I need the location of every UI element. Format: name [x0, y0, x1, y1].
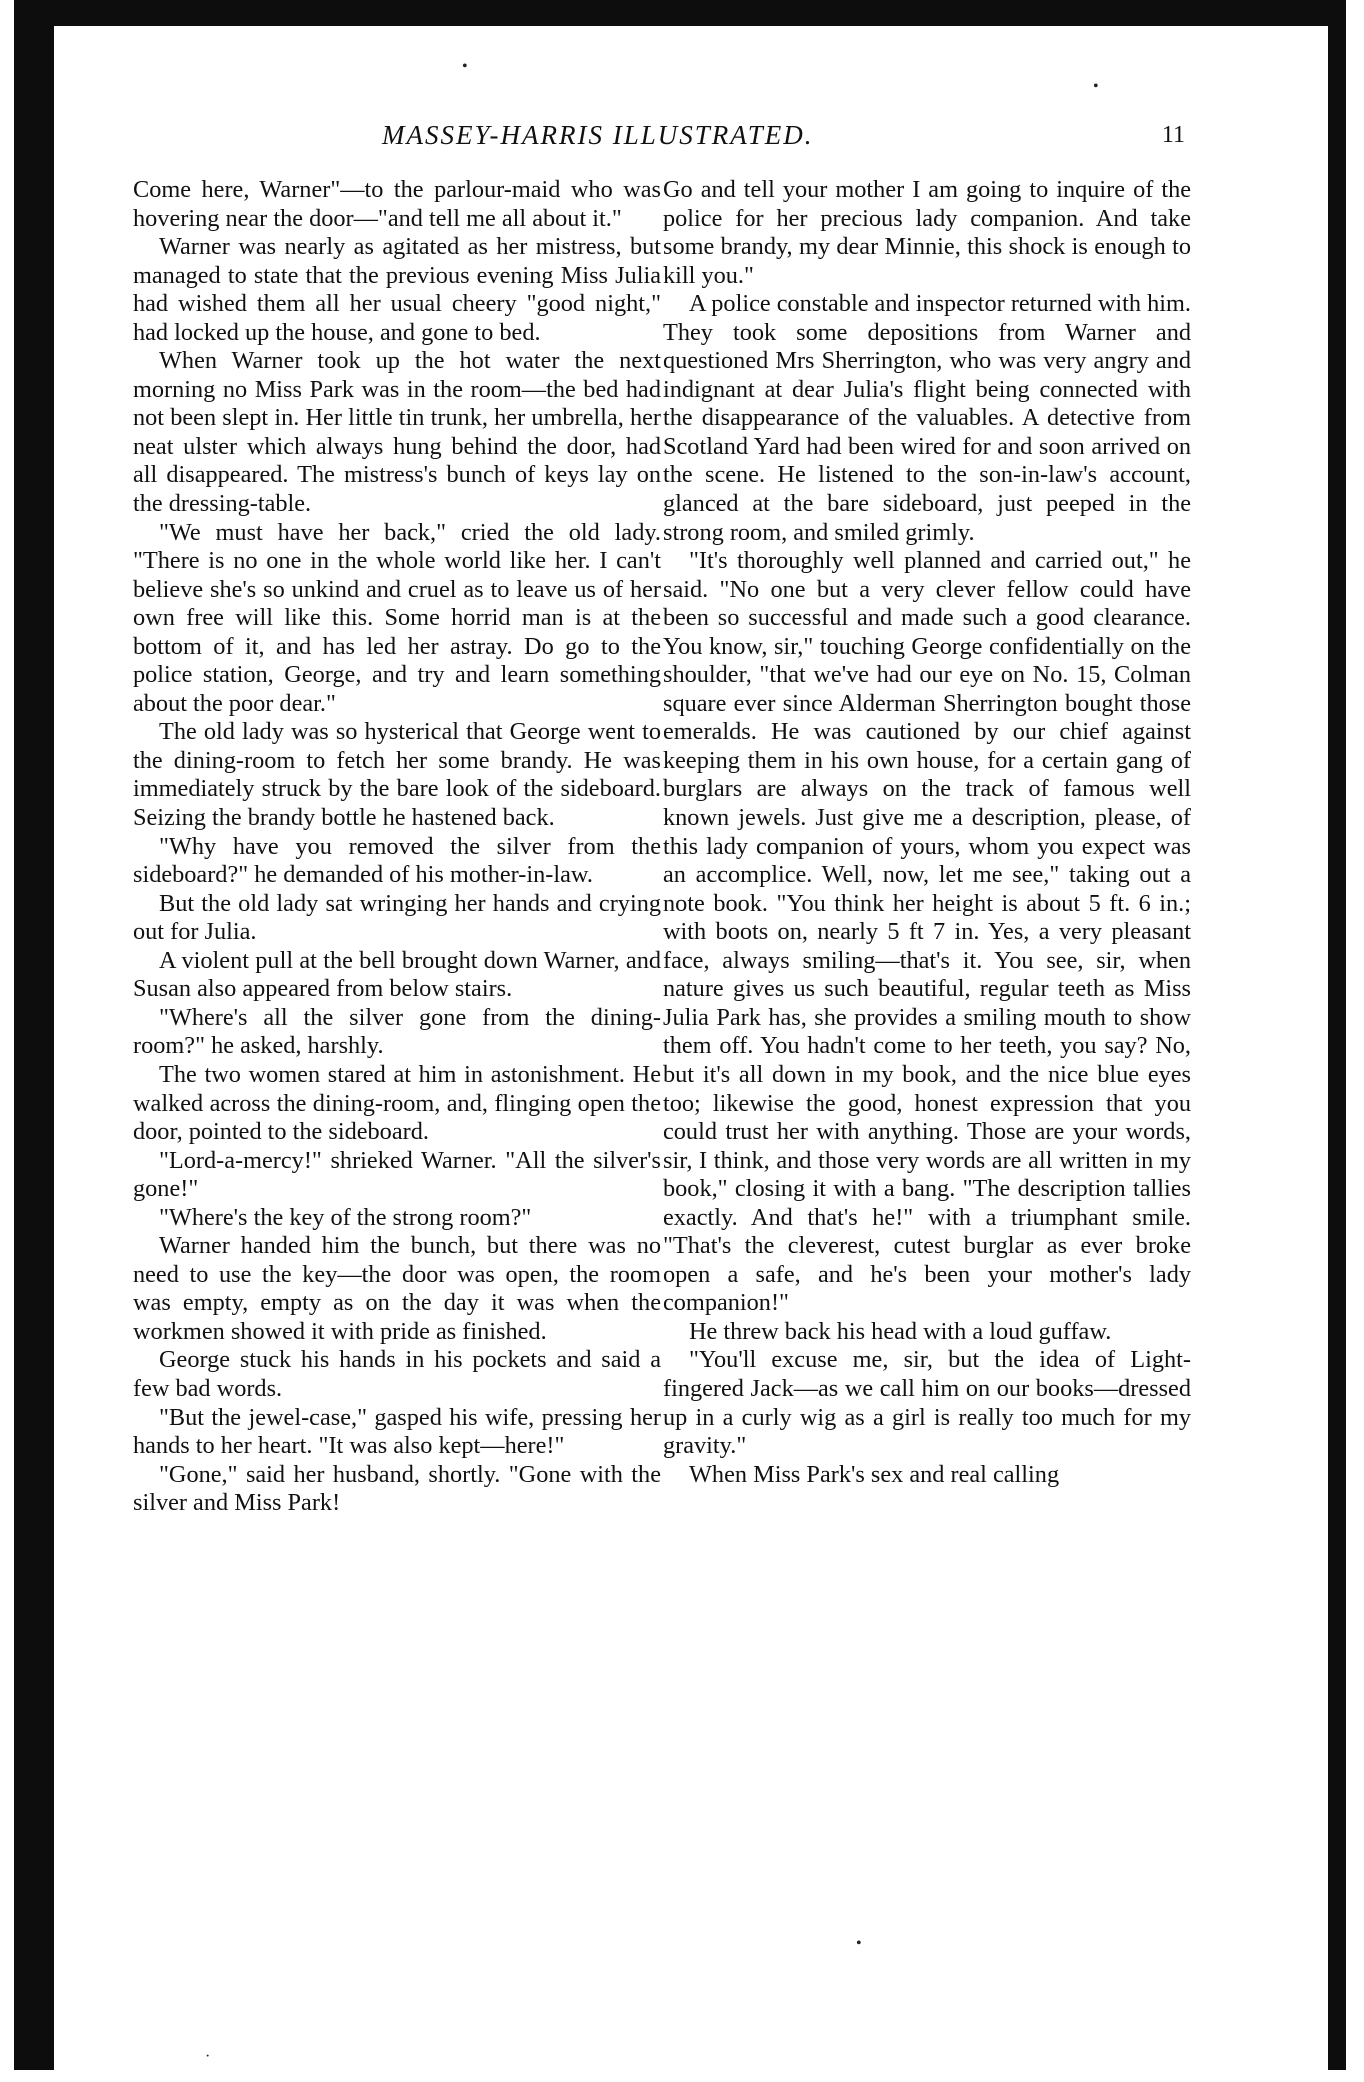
print-speck: · [205, 2048, 211, 2065]
paragraph: "But the jewel-case," gasped his wife, pressing her hands to her heart. "It was also kept—here!" [133, 1403, 661, 1460]
paragraph: But the old lady sat wringing her hands and crying out for Julia. [133, 889, 661, 946]
paragraph: A police constable and inspector returned with him. They took some depositions from Warner and questioned Mrs Sherrington, who was very angry and indignant at dear Julia's flight being connected with the disappearance of the valuables. A detective from Scotland Yard had been wired for and soon arrived on the scene. He listened to the son-in-law's account, glanced at the bare sideboard, just peeped in the strong room, and smiled grimly. [663, 290, 1192, 546]
paragraph: "Gone," said her husband, shortly. "Gone with the silver and Miss Park! [133, 1460, 661, 1517]
paragraph: "You'll excuse me, sir, but the idea of Light-fingered Jack—as we call him on our books—dressed up in a curly wig as a girl is really too much for my gravity." [663, 1346, 1191, 1460]
top-border-rule [14, 0, 1346, 26]
page-number: 11 [1161, 122, 1185, 148]
text-column-right [663, 176, 1191, 1489]
paragraph: Warner was nearly as agitated as her mistress, but managed to state that the previous evening Miss Julia had wished them all her usual cheery "good night," had locked up the house, and gone to bed. [133, 233, 661, 346]
right-border-rule [1328, 0, 1346, 2070]
paragraph: When Miss Park's sex and real calling [689, 1460, 1060, 1488]
text-column-left [133, 176, 661, 1518]
paragraph: A violent pull at the bell brought down Warner, and Susan also appeared from below stairs. [133, 946, 661, 1003]
paragraph: Go and tell your mother I am going to inquire of the police for her precious lady companion. And take some brandy, my dear Minnie, this shock is enough to kill you." [663, 176, 1191, 289]
page-header [100, 120, 1185, 160]
paragraph: Come here, Warner"—to the parlour-maid who was hovering near the door—"and tell me all about it." [133, 176, 661, 232]
print-speck: • [1093, 78, 1099, 95]
paragraph: "Where's all the silver gone from the dining-room?" he asked, harshly. [133, 1003, 661, 1060]
paragraph: George stuck his hands in his pockets and said a few bad words. [133, 1346, 661, 1402]
paragraph: When Warner took up the hot water the next morning no Miss Park was in the room—the bed had not been slept in. Her little tin trunk, her umbrella, her neat ulster which always hung behind the door, had all disappeared. The mistress's bunch of keys lay on the dressing-table. [133, 347, 661, 518]
paragraph: "Why have you removed the silver from the sideboard?" he demanded of his mother-in-law. [133, 832, 661, 889]
paragraph: The two women stared at him in astonishment. He walked across the dining-room, and, flinging open the door, pointed to the sideboard. [133, 1060, 661, 1146]
print-speck: • [856, 1935, 862, 1952]
running-title: MASSEY-HARRIS ILLUSTRATED. [382, 120, 814, 150]
paragraph: The old lady was so hysterical that George went to the dining-room to fetch her some brandy. He was immediately struck by the bare look of the sideboard. Seizing the brandy bottle he hastened back. [133, 718, 661, 832]
paragraph: "We must have her back," cried the old lady. "There is no one in the whole world like her. I can't believe she's so unkind and cruel as to leave us of her own free will like this. Some horrid man is at the bottom of it, and has led her astray. Do go to the police station, George, and try and learn something about the poor dear." [133, 518, 661, 717]
paragraph: Warner handed him the bunch, but there was no need to use the key—the door was open, the room was empty, empty as on the day it was when the workmen showed it with pride as finished. [133, 1232, 661, 1345]
print-speck: • [462, 58, 468, 75]
left-border-rule [14, 0, 54, 2070]
paragraph: "Lord-a-mercy!" shrieked Warner. "All the silver's gone!" [133, 1146, 661, 1203]
paragraph: "Where's the key of the strong room?" [159, 1203, 532, 1231]
paragraph: He threw back his head with a loud guffaw. [689, 1317, 1112, 1345]
paragraph: "It's thoroughly well planned and carried out," he said. "No one but a very clever fellow could have been so successful and made such a good clearance. You know, sir," touching George confidentially on the shoulder, "that we've had our eye on No. 15, Colman square ever since Alderman Sherrington bought those emeralds. He was cautioned by our chief against keeping them in his own house, for a certain gang of burglars are always on the track of famous well known jewels. Just give me a description, please, of this lady companion of yours, whom you expect was an accomplice. Well, now, let me see," taking out a note book. "You think her height is about 5 ft. 6 in.; with boots on, nearly 5 ft 7 in. Yes, a very pleasant face, always smiling—that's it. You see, sir, when nature gives us such beautiful, regular teeth as Miss Julia Park has, she provides a smiling mouth to show them off. You hadn't come to her teeth, you say? No, but it's all down in my book, and the nice blue eyes too; likewise the good, honest expression that you could trust her with anything. Those are your words, sir, I think, and those very words are all written in my book," closing it with a bang. "The description tallies exactly. And that's he!" with a triumphant smile. "That's the cleverest, cutest burglar as ever broke open a safe, and he's been your mother's lady companion!" [663, 547, 1191, 1317]
